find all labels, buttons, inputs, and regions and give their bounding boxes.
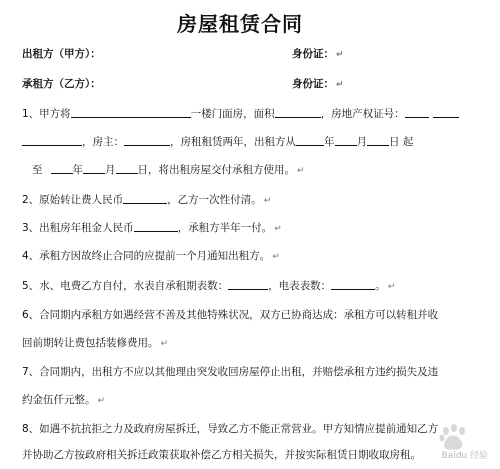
blank-field bbox=[405, 106, 429, 118]
landlord-line bbox=[22, 46, 344, 61]
blank-field bbox=[367, 134, 389, 146]
clause-7-line-1: 7、合同期内，出租方不应以其他理由突发收回房屋停止出租，并赔偿承租方违约损失及违 bbox=[22, 366, 439, 378]
blank-field bbox=[71, 106, 191, 118]
clause-5: 5、水、电费乙方自付，水表自承租期表数： ，电表表数： 。 ↵ bbox=[22, 280, 396, 292]
clause-8-line-2: 并协助乙方按政府相关拆迁政策获取补偿乙方相关损失，并按实际租赁日期收取房租。 bbox=[22, 449, 421, 461]
tenant-line bbox=[22, 76, 344, 91]
blank-field bbox=[123, 192, 167, 204]
clause-2: 2、原始转让费人民币 ，乙方一次性付清。 ↵ bbox=[22, 194, 272, 206]
blank-field bbox=[331, 278, 375, 290]
blank-field bbox=[275, 106, 321, 118]
blank-field bbox=[83, 162, 105, 174]
blank-field bbox=[296, 134, 324, 146]
clause-1-line-3: 至 年 月 日，将出租房屋交付承租方使用。 ↵ bbox=[32, 164, 305, 176]
blank-field bbox=[433, 106, 459, 118]
blank-field bbox=[134, 220, 178, 232]
clause-8-line-1: 8、如遇不抗抗拒之力及政府房屋拆迁，导致乙方不能正常营业。甲方知情应提前通知乙方 bbox=[22, 423, 439, 435]
blank-field bbox=[51, 162, 73, 174]
landlord-id-label: 身份证： ↵ bbox=[292, 48, 344, 60]
clause-1-line-1: 1、甲方将 一楼门面房，面积 ，房地产权证号： bbox=[22, 106, 459, 121]
blank-field bbox=[335, 134, 357, 146]
blank-field bbox=[228, 278, 268, 290]
clause-7-line-2: 约金伍仟元整。 ↵ bbox=[22, 394, 106, 406]
clause-6-line-2: 回前期转让费包括装修费用。 ↵ bbox=[22, 337, 169, 349]
document-title: 房屋租赁合同 bbox=[177, 12, 303, 36]
clause-4: 4、承租方因故终止合同的应提前一个月通知出租方。 ↵ bbox=[22, 250, 280, 262]
baidu-watermark bbox=[428, 423, 492, 463]
clause-6-line-1: 6、合同期内承租方如遇经营不善及其他特殊状况，双方已协商达成：承租方可以转租并收 bbox=[22, 309, 439, 321]
blank-field bbox=[22, 134, 82, 146]
watermark-text: Baidu 经验 bbox=[441, 451, 488, 461]
tenant-label: 承租方（乙方）： bbox=[22, 78, 101, 90]
blank-field bbox=[124, 134, 170, 146]
clause-3: 3、出租房年租金人民币 ，承租方半年一付。 ↵ bbox=[22, 222, 282, 234]
tenant-id-label: 身份证： ↵ bbox=[292, 78, 344, 90]
landlord-label: 出租方（甲方）： bbox=[22, 48, 101, 60]
clause-1-line-2: ，房主： ，房租租赁两年，出租方从 年 月 日 起 bbox=[22, 134, 413, 149]
blank-field bbox=[116, 162, 138, 174]
